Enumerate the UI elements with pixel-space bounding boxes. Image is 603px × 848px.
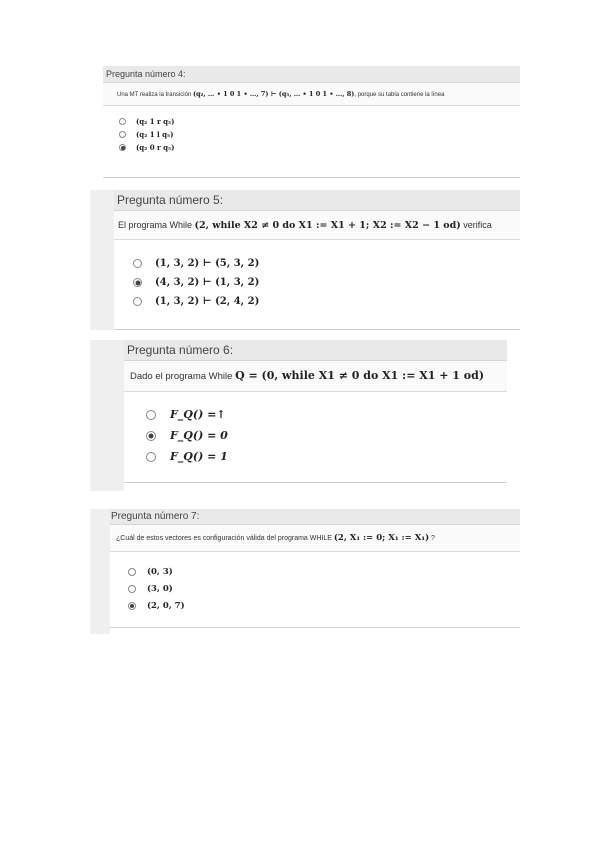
question-body — [124, 340, 507, 491]
answer-option-2[interactable] — [119, 130, 173, 139]
question-card-4 — [103, 66, 520, 178]
radio-button[interactable] — [146, 410, 156, 420]
answer-option-3[interactable] — [146, 450, 228, 463]
answer-label: (q₂ 1 l q₅) — [136, 130, 174, 139]
answer-options — [103, 106, 520, 178]
answer-option-3[interactable] — [133, 296, 259, 307]
question-text — [103, 83, 520, 106]
question-title: Pregunta número 4: — [103, 66, 520, 83]
card-left-margin — [90, 340, 124, 491]
question-card-6 — [90, 340, 507, 491]
question-math: (2, X₁ := 0; X₁ := X₁) — [333, 533, 430, 543]
question-body — [110, 509, 520, 634]
question-text-suffix: ? — [431, 535, 435, 542]
radio-button[interactable] — [128, 568, 136, 576]
answer-label: (4, 3, 2) ⊢ (1, 3, 2) — [155, 277, 260, 288]
question-body — [114, 190, 520, 330]
radio-button[interactable] — [133, 297, 142, 306]
radio-button[interactable] — [119, 118, 126, 125]
radio-button-selected[interactable] — [146, 431, 156, 441]
answer-option-3[interactable] — [119, 143, 174, 152]
answer-options — [114, 240, 520, 330]
radio-button[interactable] — [133, 259, 142, 268]
question-text — [124, 361, 507, 392]
card-left-margin — [90, 190, 114, 330]
question-body — [103, 66, 520, 178]
radio-button[interactable] — [128, 585, 136, 593]
card-left-margin — [90, 509, 110, 634]
question-text-suffix: , porque su tabla contiene la línea — [354, 92, 445, 98]
question-text — [110, 525, 520, 552]
answer-option-1[interactable] — [133, 258, 259, 269]
question-text-prefix: Dado el programa While — [130, 371, 233, 382]
question-text-prefix: Una MT realiza la transición — [117, 92, 192, 98]
question-math: (q₂, … • 1 0 1 • …, 7) ⊢ (q₅, … • 1 0 1 • …, 8) — [192, 90, 355, 98]
radio-button-selected[interactable] — [128, 602, 136, 610]
answer-label: (0, 3) — [147, 567, 173, 577]
answer-label: F_Q() =↑ — [170, 408, 226, 421]
radio-button[interactable] — [119, 131, 126, 138]
answer-option-1[interactable] — [119, 117, 174, 126]
question-text-prefix: El programa While — [118, 220, 193, 230]
answer-label: (2, 0, 7) — [147, 601, 185, 611]
question-text — [114, 211, 520, 240]
question-math: Q = (0, while X1 ≠ 0 do X1 := X1 + 1 od) — [235, 369, 485, 382]
answer-option-3[interactable] — [128, 601, 185, 611]
question-card-7 — [90, 509, 520, 634]
answer-label: (1, 3, 2) ⊢ (5, 3, 2) — [155, 258, 260, 269]
answer-option-1[interactable] — [128, 567, 173, 577]
question-title: Pregunta número 6: — [124, 340, 507, 361]
question-text-suffix: verifica — [463, 220, 492, 230]
radio-button-selected[interactable] — [133, 278, 142, 287]
answer-option-2[interactable] — [146, 429, 228, 442]
answer-options — [110, 552, 520, 628]
question-card-5 — [90, 190, 520, 330]
answer-label: (q₂ 1 r q₅) — [136, 117, 175, 126]
question-title: Pregunta número 5: — [114, 190, 520, 211]
radio-button-selected[interactable] — [119, 144, 126, 151]
answer-options — [124, 392, 507, 483]
question-title: Pregunta número 7: — [110, 509, 520, 525]
answer-label: (1, 3, 2) ⊢ (2, 4, 2) — [155, 296, 260, 307]
answer-option-1[interactable] — [146, 408, 226, 421]
answer-label: (3, 0) — [147, 584, 173, 594]
question-math: (2, while X2 ≠ 0 do X1 := X1 + 1; X2 := X2 − 1 od) — [194, 220, 461, 231]
answer-option-2[interactable] — [133, 277, 259, 288]
answer-label: (q₂ 0 r q₅) — [136, 143, 175, 152]
question-text-prefix: ¿Cuál de estos vectores es configuración válida del programa WHILE — [116, 535, 332, 542]
radio-button[interactable] — [146, 452, 156, 462]
answer-label: F_Q() = 1 — [170, 450, 228, 463]
answer-option-2[interactable] — [128, 584, 173, 594]
answer-label: F_Q() = 0 — [170, 429, 228, 442]
